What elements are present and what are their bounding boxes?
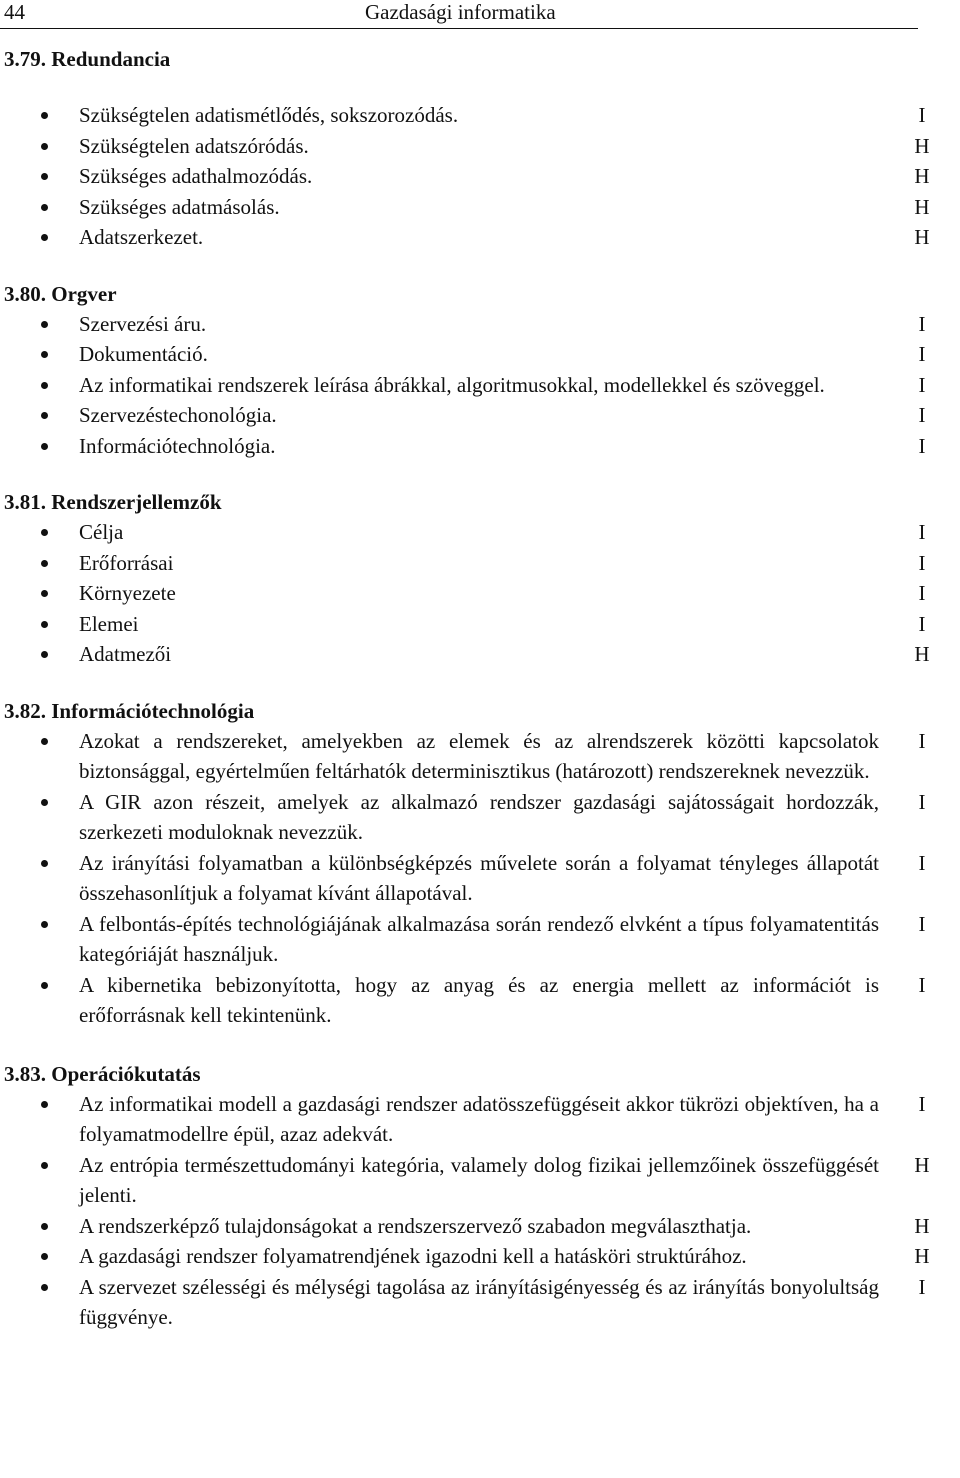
statement-list	[0, 100, 960, 253]
answer-mark: H	[914, 642, 930, 666]
statement-text: Célja	[79, 520, 124, 544]
section-orgver	[0, 279, 960, 488]
statement-text: Szervezéstechonológia.	[79, 403, 277, 427]
answer-mark: H	[914, 164, 930, 188]
statement-item	[0, 726, 926, 787]
statement-item	[0, 609, 926, 640]
statement-list	[0, 726, 960, 1031]
bullet-icon	[41, 321, 48, 328]
bullet-icon	[41, 529, 48, 536]
section-title: 3.82. Információtechnológia	[4, 698, 255, 723]
answer-mark: I	[918, 372, 926, 397]
running-title: Gazdasági informatika	[365, 0, 556, 24]
bullet-icon	[41, 799, 48, 806]
bullet-icon	[41, 651, 48, 658]
statement-text: Azokat a rendszereket, amelyekben az elemek és az alrendszerek közötti kapcsolatok biztonsággal, egyértelműen feltárhatók determinisztikus (határozott) rendszereknek nevezzük.	[79, 728, 879, 783]
answer-mark: H	[914, 194, 930, 219]
bullet-icon	[41, 560, 48, 567]
answer-mark: H	[914, 1213, 930, 1238]
bullet-icon	[41, 234, 48, 241]
answer-mark: H	[914, 133, 930, 158]
statement-item	[0, 1272, 926, 1333]
statement-item	[0, 909, 926, 970]
page-number: 44	[4, 0, 25, 24]
statement-item	[0, 370, 926, 401]
statement-item	[0, 431, 926, 462]
statement-list	[0, 517, 960, 670]
answer-mark: I	[918, 433, 926, 458]
answer-mark: I	[918, 403, 926, 427]
statement-text: Az entrópia természettudományi kategória, valamely dolog fizikai jellemzőinek összefüggését jelenti.	[79, 1152, 879, 1207]
statement-text: A rendszerképző tulajdonságokat a rendszerszervező szabadon megválaszthatja.	[79, 1213, 752, 1238]
statement-text: A szervezet szélességi és mélységi tagolása az irányításigényesség és az irányítás bonyolultság függvénye.	[79, 1274, 879, 1329]
bullet-icon	[41, 621, 48, 628]
section-title: 3.80. Orgver	[4, 281, 117, 306]
page-content	[0, 44, 960, 1333]
statement-text: Az irányítási folyamatban a különbségképzés művelete során a folyamat tényleges állapotát összehasonlítjuk a folyamat kívánt állapotával.	[79, 850, 879, 905]
statement-item	[0, 970, 926, 1031]
answer-mark: I	[918, 581, 926, 605]
statement-list	[0, 1089, 960, 1333]
bullet-icon	[41, 1253, 48, 1260]
bullet-icon	[41, 590, 48, 597]
statement-text: Dokumentáció.	[79, 342, 208, 366]
statement-item	[0, 787, 926, 848]
bullet-icon	[41, 143, 48, 150]
bullet-icon	[41, 860, 48, 867]
statement-item	[0, 339, 926, 370]
bullet-icon	[41, 1162, 48, 1169]
answer-mark: H	[914, 1152, 930, 1177]
answer-mark: I	[918, 342, 926, 366]
statement-text: Az informatikai rendszerek leírása ábrákkal, algoritmusokkal, modellekkel és szöveggel.	[79, 372, 825, 397]
bullet-icon	[41, 351, 48, 358]
answer-mark: I	[918, 911, 926, 936]
statement-text: A felbontás-építés technológiájának alkalmazása során rendező elvként a típus folyamatentitás kategóriáját használjuk.	[79, 911, 879, 966]
statement-item	[0, 548, 926, 579]
statement-item	[0, 161, 930, 192]
bullet-icon	[41, 921, 48, 928]
statement-list	[0, 309, 960, 462]
statement-item	[0, 1211, 930, 1242]
bullet-icon	[41, 1101, 48, 1108]
statement-item	[0, 848, 926, 909]
section-title: 3.83. Operációkutatás	[4, 1061, 201, 1086]
bullet-icon	[41, 738, 48, 745]
answer-mark: I	[918, 611, 926, 636]
statement-text: Az informatikai modell a gazdasági rendszer adatösszefüggéseit akkor tükrözi objektíven, ha a folyamatmodellre épül, azaz adekvát.	[79, 1091, 879, 1146]
answer-mark: I	[918, 1274, 926, 1299]
statement-text: Szükségtelen adatszóródás.	[79, 133, 309, 158]
statement-item	[0, 309, 926, 340]
statement-text: Szükséges adathalmozódás.	[79, 164, 313, 188]
statement-item	[0, 517, 926, 548]
statement-text: A kibernetika bebizonyította, hogy az anyag és az energia mellett az információt is erőforrásnak kell tekintenünk.	[79, 972, 879, 1027]
statement-text: Környezete	[79, 581, 176, 605]
bullet-icon	[41, 204, 48, 211]
statement-item	[0, 639, 930, 670]
statement-text: Adatmezői	[79, 642, 172, 666]
section-redundancia	[0, 44, 960, 279]
answer-mark: I	[918, 850, 926, 875]
bullet-icon	[41, 1284, 48, 1291]
statement-item	[0, 222, 930, 253]
statement-text: A GIR azon részeit, amelyek az alkalmazó rendszer gazdasági sajátosságait hordozzák, szerkezeti moduloknak nevezzük.	[79, 789, 879, 844]
answer-mark: H	[914, 225, 930, 249]
bullet-icon	[41, 382, 48, 389]
statement-item	[0, 1089, 926, 1150]
statement-text: Információtechnológia.	[79, 433, 276, 458]
statement-item	[0, 1241, 930, 1272]
statement-text: A gazdasági rendszer folyamatrendjének igazodni kell a hatásköri struktúrához.	[79, 1244, 747, 1268]
statement-text: Szervezési áru.	[79, 311, 207, 336]
answer-mark: H	[914, 1244, 930, 1268]
answer-mark: I	[918, 550, 926, 575]
statement-item	[0, 100, 926, 131]
answer-mark: I	[918, 311, 926, 336]
bullet-icon	[41, 443, 48, 450]
statement-item	[0, 131, 930, 162]
answer-mark: I	[918, 789, 926, 814]
statement-text: Erőforrásai	[79, 550, 174, 575]
bullet-icon	[41, 112, 48, 119]
statement-item	[0, 192, 930, 223]
statement-text: Szükségtelen adatismétlődés, sokszorozódás.	[79, 103, 459, 127]
answer-mark: I	[918, 1091, 926, 1116]
bullet-icon	[41, 982, 48, 989]
section-title: 3.81. Rendszerjellemzők	[4, 490, 222, 514]
section-operaciokutatas	[0, 1059, 960, 1333]
statement-item	[0, 1150, 930, 1211]
statement-text: Adatszerkezet.	[79, 225, 204, 249]
statement-item	[0, 400, 926, 431]
bullet-icon	[41, 412, 48, 419]
statement-item	[0, 578, 926, 609]
answer-mark: I	[918, 520, 926, 544]
answer-mark: I	[918, 728, 926, 753]
statement-text: Szükséges adatmásolás.	[79, 194, 280, 219]
answer-mark: I	[918, 103, 926, 127]
statement-text: Elemei	[79, 611, 139, 636]
section-informaciotechnologia	[0, 696, 960, 1059]
bullet-icon	[41, 1223, 48, 1230]
section-title: 3.79. Redundancia	[4, 47, 171, 71]
section-rendszerjellemzok	[0, 487, 960, 696]
bullet-icon	[41, 173, 48, 180]
page-header	[0, 0, 918, 29]
answer-mark: I	[918, 972, 926, 997]
